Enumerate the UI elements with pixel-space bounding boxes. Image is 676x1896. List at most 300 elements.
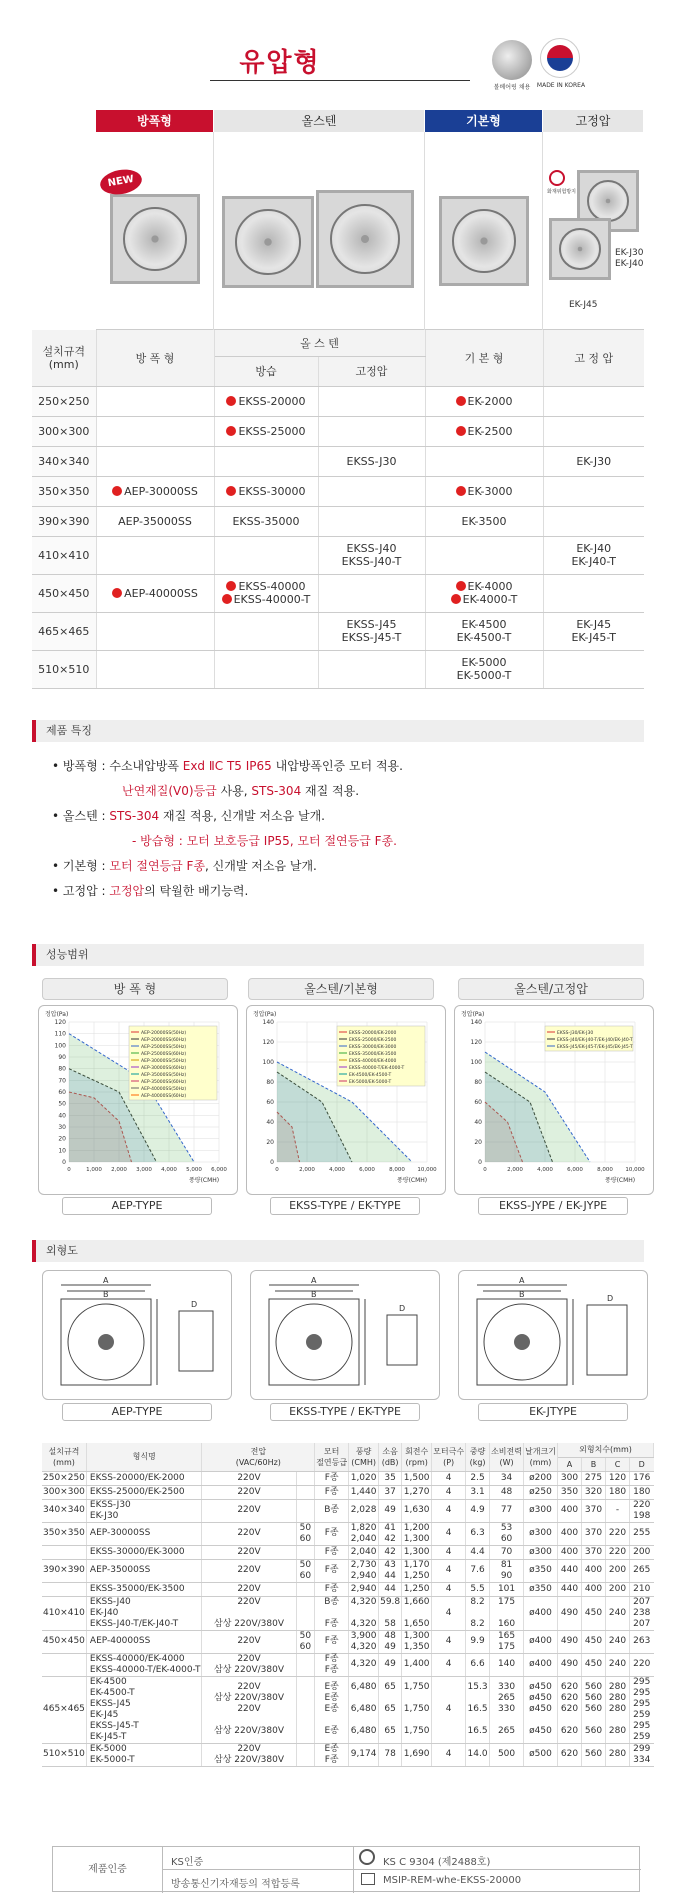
- spec-cell: [425, 612, 543, 650]
- dim-cell: EKSS-J30 EK-J30: [86, 1499, 202, 1522]
- dim-cell: 1,300 1,350: [402, 1630, 432, 1653]
- spec-value: 510×510: [38, 662, 90, 676]
- outline-label-1: AEP-TYPE: [62, 1403, 212, 1421]
- dth: 설치규격 (mm): [42, 1443, 86, 1471]
- th-bangseup: 방습: [214, 356, 318, 386]
- spec-cell: [425, 446, 543, 476]
- cert-title: 제품인증: [53, 1847, 163, 1893]
- dim-cell: 1,170 1,250: [402, 1559, 432, 1582]
- dim-row: [42, 1485, 654, 1499]
- dim-row: [42, 1522, 654, 1545]
- y-axis-label: 정압(Pa): [253, 1011, 277, 1018]
- dim-cell: 4: [432, 1743, 466, 1766]
- x-tick-label: 0: [483, 1167, 487, 1173]
- product-col-allsten: [214, 132, 425, 330]
- dim-row: [42, 1676, 654, 1743]
- dim-cell: 220V: [202, 1499, 296, 1522]
- feature-1: • 방폭형 : 수소내압방폭 Exd ⅡC T5 IP65 내압방폭인증 모터 적용.: [52, 759, 403, 773]
- dim-cell: 59.8 58: [380, 1596, 401, 1629]
- chart-frame-2: [246, 1005, 446, 1195]
- x-tick-label: 8,000: [597, 1167, 613, 1173]
- legend-label: EKSS-25000/EK-2500: [349, 1038, 397, 1043]
- dim-cell: 9.9: [466, 1630, 490, 1653]
- spec-cell: [32, 536, 96, 574]
- dim-cell: 220V: [202, 1630, 296, 1653]
- spec-value: AEP-30000SS: [124, 484, 198, 498]
- dim-cell: 180: [606, 1485, 630, 1499]
- no-fire-icon: [549, 170, 565, 186]
- dim-cell: 4: [432, 1596, 466, 1630]
- dim-cell: 295 295 295 259 295 259: [630, 1676, 654, 1743]
- dim-cell: [296, 1676, 315, 1743]
- spec-value: EKSS-J40: [346, 542, 397, 555]
- dim-cell: [42, 1653, 86, 1676]
- dim-cell: 53 60: [490, 1522, 524, 1545]
- chart-frame-3: [454, 1005, 654, 1195]
- dim-cell: 299 334: [630, 1743, 654, 1766]
- rra-value: MSIP-REM-whe-EKSS-20000: [383, 1875, 522, 1886]
- dim-row: [42, 1471, 654, 1485]
- dim-cell: F종: [315, 1582, 349, 1596]
- legend-label: EKSS-J45/EK-J45-T/EK-J45/EK-J45-T: [557, 1045, 633, 1050]
- marker-dot-icon: [226, 486, 236, 496]
- dim-cell: B종 F종: [315, 1596, 349, 1630]
- spec-cell: [318, 650, 425, 688]
- fan-image: [110, 194, 200, 284]
- dim-cell: 49: [379, 1653, 402, 1676]
- dim-cell: [42, 1582, 86, 1596]
- y-tick-label: 60: [58, 1089, 66, 1096]
- spec-value: EKSS-40000: [238, 580, 306, 593]
- svg-text:B: B: [103, 1290, 109, 1299]
- dim-cell: 220V: [202, 1485, 296, 1499]
- dim-cell: [296, 1743, 315, 1766]
- y-tick-label: 20: [58, 1135, 66, 1143]
- chart-aep: [39, 1006, 238, 1195]
- dim-cell: ø300: [524, 1522, 558, 1545]
- dim-cell: 4: [432, 1582, 466, 1596]
- dim-cell: AEP-35000SS: [86, 1559, 202, 1582]
- spec-cell: [543, 650, 644, 688]
- dim-cell: 220V: [202, 1559, 296, 1582]
- spec-value: 350×350: [38, 484, 90, 498]
- marker-dot-icon: [226, 581, 236, 591]
- spec-value: EKSS-25000: [238, 424, 306, 438]
- x-tick-label: 2,000: [111, 1167, 127, 1173]
- y-tick-label: 40: [58, 1112, 66, 1120]
- spec-cell: [318, 574, 425, 612]
- spec-value: 465×465: [38, 624, 90, 638]
- y-tick-label: 20: [474, 1139, 482, 1146]
- dim-cell: 300: [558, 1471, 582, 1485]
- dim-cell: 65 65 65: [379, 1676, 402, 1743]
- dim-cell: F종 F종: [315, 1653, 349, 1676]
- dim-cell: 4.9: [466, 1499, 490, 1522]
- ks-label: KS인증: [171, 1857, 204, 1868]
- y-tick-label: 120: [262, 1039, 274, 1046]
- dim-cell: EKSS-35000/EK-3500: [86, 1582, 202, 1596]
- chart-label-1: AEP-TYPE: [62, 1197, 212, 1215]
- product-col-fixed: [543, 132, 644, 330]
- dim-cell: 14.0: [466, 1743, 490, 1766]
- spec-cell: [96, 574, 214, 612]
- dim-cell: 2.5: [466, 1471, 490, 1485]
- spec-cell: [318, 416, 425, 446]
- tab-allsten[interactable]: 올스텐: [214, 110, 425, 132]
- svg-text:D: D: [399, 1304, 406, 1313]
- spec-cell: [318, 446, 425, 476]
- spec-row: [32, 612, 644, 650]
- svg-text:A: A: [311, 1276, 317, 1285]
- dim-cell: 400: [558, 1499, 582, 1522]
- spec-value: EK-4000: [467, 580, 513, 593]
- spec-cell: [214, 536, 318, 574]
- dim-cell: 3,900 4,320: [349, 1630, 379, 1653]
- dim-cell: AEP-30000SS: [86, 1522, 202, 1545]
- dim-cell: 4: [432, 1653, 466, 1676]
- certification-box: [52, 1846, 640, 1892]
- spec-value: 390×390: [38, 514, 90, 528]
- chart-label-2: EKSS-TYPE / EK-TYPE: [270, 1197, 420, 1215]
- dim-cell: 78: [379, 1743, 402, 1766]
- y-tick-label: 70: [58, 1077, 66, 1085]
- dim-cell: 440: [558, 1559, 582, 1582]
- marker-dot-icon: [451, 594, 461, 604]
- dim-cell: 280: [606, 1743, 630, 1766]
- rra-label: 방송통신기자재등의 적합등록: [171, 1879, 300, 1890]
- spec-cell: [543, 574, 644, 612]
- spec-cell: [32, 416, 96, 446]
- spec-cell: [214, 506, 318, 536]
- dim-cell: EKSS-30000/EK-3000: [86, 1545, 202, 1559]
- dim-cell: 280 280 280 280: [606, 1676, 630, 1743]
- dim-cell: 140: [490, 1653, 524, 1676]
- spec-cell: [543, 536, 644, 574]
- outline-ekj: [458, 1270, 648, 1400]
- spec-cell: [543, 416, 644, 446]
- x-tick-label: 2,000: [507, 1167, 523, 1173]
- x-tick-label: 10,000: [417, 1167, 437, 1173]
- dim-cell: ø350: [524, 1559, 558, 1582]
- dim-cell: 1,750 1,750 1,750: [402, 1676, 432, 1743]
- y-tick-label: 0: [62, 1159, 66, 1166]
- dim-cell: 1,200 1,300: [402, 1522, 432, 1545]
- dim-cell: EKSS-20000/EK-2000: [86, 1471, 202, 1485]
- dim-cell: 490: [558, 1596, 582, 1630]
- dim-cell: 1,500: [402, 1471, 432, 1485]
- badge1-label: 볼베어링 채용: [493, 84, 531, 91]
- spec-value: AEP-35000SS: [118, 514, 192, 528]
- spec-value: EKSS-J30: [346, 454, 397, 468]
- x-axis-label: 풍량(CMH): [605, 1177, 636, 1184]
- dim-cell: 4,320 4,320: [349, 1596, 379, 1630]
- dim-cell: 560 560 560 560: [582, 1676, 606, 1743]
- spec-cell: [32, 612, 96, 650]
- spec-cell: [214, 612, 318, 650]
- feature-2b: - 방습형 : 모터 보호등급 IP55, 모터 절연등급 F종.: [132, 834, 397, 848]
- dim-cell: 2,028: [349, 1499, 379, 1522]
- feature-3: • 기본형 : 모터 절연등급 F종, 신개발 저소음 날개.: [52, 859, 317, 873]
- spec-value: EKSS-20000: [238, 394, 306, 408]
- series-area: [485, 1052, 590, 1162]
- dim-row: [42, 1499, 654, 1522]
- dim-cell: 1,660 1,650: [402, 1596, 432, 1630]
- spec-cell: [214, 574, 318, 612]
- legend-label: EKSS-40000/EK-4000: [349, 1059, 397, 1064]
- x-axis-label: 풍량(CMH): [189, 1177, 220, 1184]
- dim-cell: 240: [606, 1630, 630, 1653]
- x-tick-label: 0: [275, 1167, 279, 1173]
- dim-cell: 49: [379, 1499, 402, 1522]
- dim-cell: 450×450: [42, 1630, 86, 1653]
- dim-cell: 320: [582, 1485, 606, 1499]
- x-tick-label: 4,000: [537, 1167, 553, 1173]
- spec-value: 300×300: [38, 424, 90, 438]
- spec-cell: [425, 650, 543, 688]
- dim-cell: F종: [315, 1545, 349, 1559]
- dim-cell: 220V: [202, 1471, 296, 1485]
- spec-cell: [96, 386, 214, 416]
- dim-cell: ø500: [524, 1743, 558, 1766]
- svg-text:A: A: [103, 1276, 109, 1285]
- dim-cell: 490: [558, 1653, 582, 1676]
- dim-cell: ø400: [524, 1653, 558, 1676]
- dim-cell: 490: [558, 1630, 582, 1653]
- dim-cell: 4: [432, 1630, 466, 1653]
- spec-cell: [96, 446, 214, 476]
- legend-label: AEP-35000SS(60Hz): [141, 1080, 187, 1085]
- no-fire-label: 화재위험방지: [547, 189, 576, 195]
- dim-cell: [296, 1596, 315, 1630]
- dim-cell: 390×390: [42, 1559, 86, 1582]
- y-tick-label: 0: [270, 1159, 274, 1166]
- spec-value: EKSS-35000: [232, 514, 300, 528]
- dim-cell: 41 42: [379, 1522, 402, 1545]
- spec-value: 410×410: [38, 548, 90, 562]
- spec-cell: [425, 386, 543, 416]
- spec-value: EK-2500: [467, 424, 513, 438]
- dim-cell: 400: [558, 1522, 582, 1545]
- tab-explosion-proof[interactable]: 방폭형: [96, 110, 214, 132]
- dim-cell: 42: [379, 1545, 402, 1559]
- chart-label-3: EKSS-JYPE / EK-JYPE: [478, 1197, 628, 1215]
- dim-cell: F종: [315, 1522, 349, 1545]
- dim-cell: B종: [315, 1499, 349, 1522]
- dim-cell: 220V 삼상 220V/380V: [202, 1743, 296, 1766]
- dim-cell: 50 60: [296, 1559, 315, 1582]
- dim-cell: 510×510: [42, 1743, 86, 1766]
- dim-cell: EKSS-25000/EK-2500: [86, 1485, 202, 1499]
- dim-cell: 265: [630, 1559, 654, 1582]
- spec-row: [32, 386, 644, 416]
- legend-label: EKSS-J40/EK-J40-T/EK-J40/EK-J40-T: [557, 1038, 633, 1043]
- dim-cell: -: [606, 1499, 630, 1522]
- marker-dot-icon: [456, 486, 466, 496]
- y-tick-label: 80: [266, 1079, 274, 1086]
- made-in-korea-badge-icon: [540, 38, 580, 78]
- dim-cell: 1,300: [402, 1545, 432, 1559]
- dim-cell: 300×300: [42, 1485, 86, 1499]
- feature-1b: 난연재질(V0)등급 사용, STS-304 재질 적용.: [122, 784, 360, 798]
- chart-ekss: [247, 1006, 446, 1195]
- dth: B: [582, 1457, 606, 1471]
- section-outline: 외형도: [32, 1240, 644, 1262]
- dim-cell: 2,940: [349, 1582, 379, 1596]
- svg-text:A: A: [519, 1276, 525, 1285]
- y-tick-label: 60: [474, 1099, 482, 1106]
- dim-cell: ø200: [524, 1471, 558, 1485]
- spec-cell: [214, 416, 318, 446]
- dim-cell: 48 49: [379, 1630, 402, 1653]
- features-list: [52, 754, 612, 904]
- spec-value: EK-J45-T: [571, 631, 616, 644]
- dim-cell: EK-5000 EK-5000-T: [86, 1743, 202, 1766]
- outline-label-2: EKSS-TYPE / EK-TYPE: [270, 1403, 420, 1421]
- product-col-ex: [96, 132, 214, 330]
- marker-dot-icon: [222, 594, 232, 604]
- dth: 소음 (dB): [379, 1443, 402, 1471]
- dim-cell: 176: [630, 1471, 654, 1485]
- dim-cell: 207 238 207: [630, 1596, 654, 1630]
- dim-row: [42, 1630, 654, 1653]
- dim-cell: E종 F종: [315, 1743, 349, 1766]
- x-tick-label: 5,000: [186, 1167, 202, 1173]
- outline-drawing-aep: [43, 1271, 233, 1401]
- spec-value: EK-4500: [461, 618, 507, 631]
- dim-cell: 77: [490, 1499, 524, 1522]
- legend-label: EK-4500/EK-4500-T: [349, 1073, 392, 1078]
- dim-cell: F종: [315, 1485, 349, 1499]
- y-tick-label: 100: [262, 1059, 274, 1066]
- dim-cell: ø250: [524, 1485, 558, 1499]
- legend-label: EKSS-40000-T/EK-4000-T: [349, 1066, 405, 1071]
- dim-cell: 81 90: [490, 1559, 524, 1582]
- dim-cell: 240: [606, 1596, 630, 1630]
- chart-ekssj: [455, 1006, 654, 1195]
- dth: 날개크기 (mm): [524, 1443, 558, 1471]
- y-tick-label: 100: [54, 1042, 66, 1050]
- dim-cell: 465×465: [42, 1676, 86, 1743]
- spec-cell: [318, 506, 425, 536]
- dim-cell: 200: [606, 1559, 630, 1582]
- spec-cell: [32, 476, 96, 506]
- dim-cell: 240: [606, 1653, 630, 1676]
- dim-cell: 4.4: [466, 1545, 490, 1559]
- fan-image: [549, 218, 611, 280]
- outline-drawing-ekj: [459, 1271, 649, 1401]
- dim-cell: ø450 ø450 ø450 ø450: [524, 1676, 558, 1743]
- kc-mark-icon: [361, 1873, 375, 1885]
- dim-cell: [296, 1499, 315, 1522]
- spec-cell: [318, 386, 425, 416]
- y-tick-label: 80: [58, 1065, 66, 1073]
- marker-dot-icon: [456, 581, 466, 591]
- y-tick-label: 60: [266, 1099, 274, 1106]
- dim-cell: [296, 1653, 315, 1676]
- spec-cell: [32, 446, 96, 476]
- x-tick-label: 6,000: [567, 1167, 583, 1173]
- spec-cell: [96, 476, 214, 506]
- section-performance: 성능범위: [32, 944, 644, 966]
- legend-label: AEP-30000SS(60Hz): [141, 1066, 187, 1071]
- y-tick-label: 120: [54, 1019, 66, 1026]
- spec-value: EK-2000: [467, 394, 513, 408]
- spec-cell: [425, 476, 543, 506]
- th-gojeongap: 고정압: [318, 356, 425, 386]
- svg-text:B: B: [311, 1290, 317, 1299]
- y-tick-label: 110: [54, 1030, 66, 1038]
- spec-value: EK-3000: [467, 484, 513, 498]
- dim-cell: 4: [432, 1471, 466, 1485]
- dim-cell: 3.1: [466, 1485, 490, 1499]
- dim-cell: 4: [432, 1499, 466, 1522]
- dim-cell: 165 175: [490, 1630, 524, 1653]
- dim-cell: 220V: [202, 1545, 296, 1559]
- dim-row: [42, 1653, 654, 1676]
- legend-label: EK-5000/EK-5000-T: [349, 1080, 392, 1085]
- spec-value: EKSS-40000-T: [233, 593, 311, 606]
- dim-cell: 1,400: [402, 1653, 432, 1676]
- tab-fixed-pressure[interactable]: 고정압: [543, 110, 644, 132]
- dim-cell: 255: [630, 1522, 654, 1545]
- spec-cell: [32, 650, 96, 688]
- legend-label: AEP-40000SS(60Hz): [141, 1094, 187, 1099]
- x-tick-label: 1,000: [86, 1167, 102, 1173]
- dim-cell: 4,320: [349, 1653, 379, 1676]
- dim-cell: 37: [379, 1485, 402, 1499]
- feature-4: • 고정압 : 고정압의 탁월한 배기능력.: [52, 884, 249, 898]
- spec-value: EK-5000-T: [456, 669, 512, 682]
- marker-dot-icon: [456, 426, 466, 436]
- spec-cell: [32, 506, 96, 536]
- spec-table: [32, 330, 644, 689]
- dim-cell: 620 620 620 620: [558, 1676, 582, 1743]
- marker-dot-icon: [456, 396, 466, 406]
- tab-basic[interactable]: 기본형: [425, 110, 543, 132]
- dim-cell: 1,820 2,040: [349, 1522, 379, 1545]
- dim-cell: EKSS-J40 EK-J40 EKSS-J40-T/EK-J40-T: [86, 1596, 202, 1630]
- spec-cell: [214, 650, 318, 688]
- dim-row: [42, 1596, 654, 1630]
- th-ex: 방 폭 형: [96, 330, 214, 386]
- spec-row: [32, 476, 644, 506]
- spec-value: AEP-40000SS: [124, 586, 198, 600]
- dth: 풍량 (CMH): [349, 1443, 379, 1471]
- dim-cell: 400: [558, 1545, 582, 1559]
- dim-cell: 220V 삼상 220V/380V: [202, 1653, 296, 1676]
- x-tick-label: 6,000: [211, 1167, 227, 1173]
- dim-cell: 7.6: [466, 1559, 490, 1582]
- spec-cell: [425, 574, 543, 612]
- dth: 외형치수(mm): [558, 1443, 654, 1457]
- dim-cell: 48: [490, 1485, 524, 1499]
- dim-row: [42, 1559, 654, 1582]
- dim-cell: 370: [582, 1545, 606, 1559]
- dth: 회전수 (rpm): [402, 1443, 432, 1471]
- dim-row: [42, 1582, 654, 1596]
- dim-cell: 400: [582, 1582, 606, 1596]
- marker-dot-icon: [112, 486, 122, 496]
- spec-value: 250×250: [38, 394, 90, 408]
- dim-cell: [296, 1582, 315, 1596]
- dim-cell: 1,020: [349, 1471, 379, 1485]
- dim-cell: 450: [582, 1596, 606, 1630]
- outline-label-3: EK-JTYPE: [478, 1403, 628, 1421]
- spec-cell: [318, 476, 425, 506]
- dim-cell: [296, 1485, 315, 1499]
- spec-cell: [543, 506, 644, 536]
- spec-value: EK-J40-T: [571, 555, 616, 568]
